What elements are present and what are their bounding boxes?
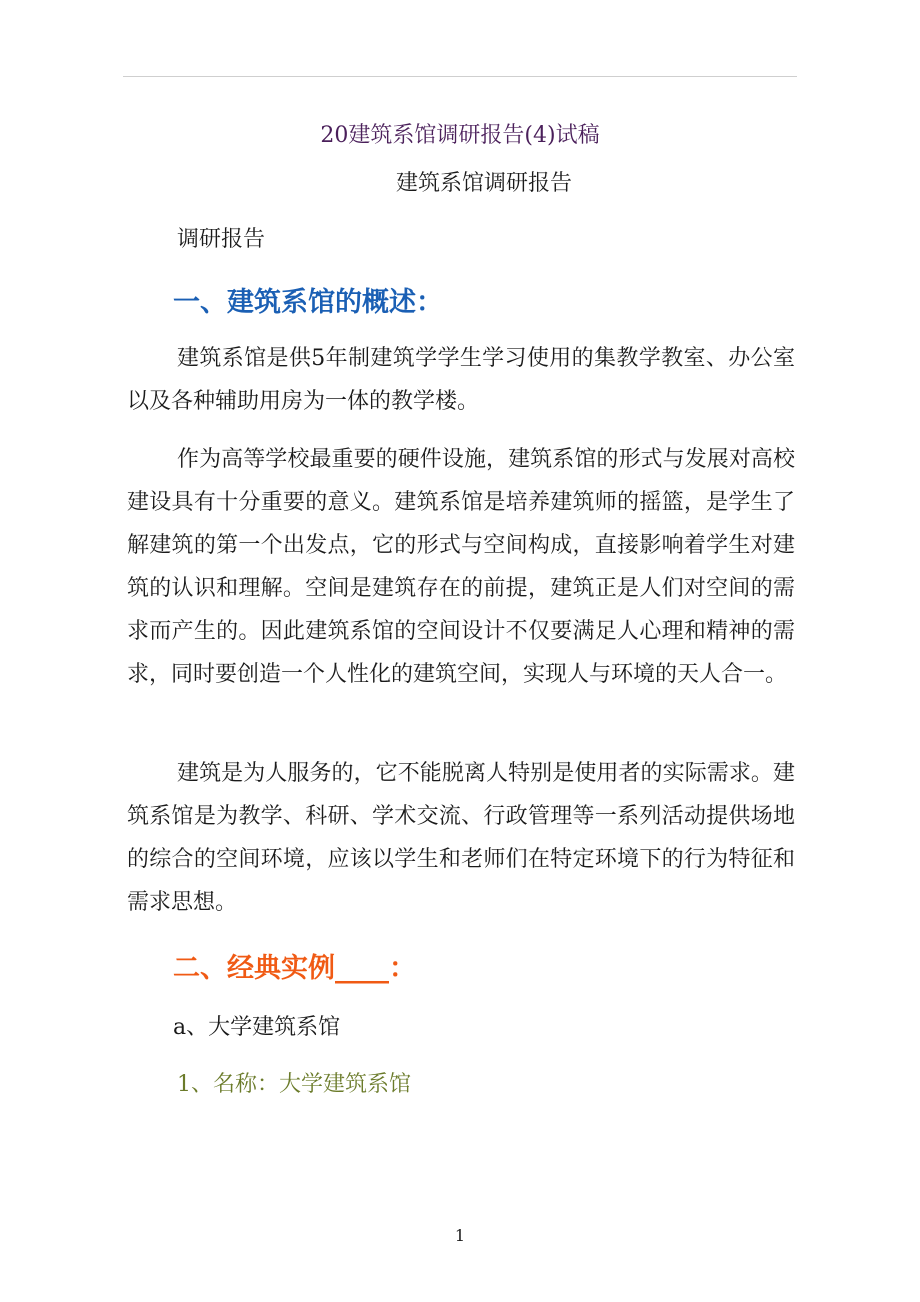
page-number: 1 [454, 1226, 466, 1245]
header-rule [123, 76, 797, 77]
paragraph-2: 作为高等学校最重要的硬件设施，建筑系馆的形式与发展对高校建设具有十分重要的意义。建筑系馆是培养建筑师的摇篮，是学生了解建筑的第一个出发点，它的形式与空间构成，直接影响着学生对建筑的认识和理解。空间是建筑存在的前提，建筑正是人们对空间的需求而产生的。因此建筑系馆的空间设计不仅要满足人心理和精神的需求，同时要创造一个人性化的建筑空间，实现人与环境的天人合一。 [127, 447, 795, 687]
paragraph-1: 建筑系馆是供5年制建筑学学生学习使用的集教学教室、办公室以及各种辅助用房为一体的教学楼。 [127, 346, 795, 414]
section-2-heading: 二、经典实例____： [173, 953, 416, 984]
section-1-heading: 一、建筑系馆的概述： [173, 287, 443, 318]
list-item-a: a、大学建筑系馆 [173, 1015, 341, 1040]
list-item-1: 1、名称：大学建筑系馆 [177, 1072, 411, 1097]
document-subtitle: 建筑系馆调研报告 [395, 171, 572, 196]
document-title: 20建筑系馆调研报告(4)试稿 [320, 123, 600, 148]
paragraph-3: 建筑是为人服务的，它不能脱离人特别是使用者的实际需求。建筑系馆是为教学、科研、学术交流、行政管理等一系列活动提供场地的综合的空间环境，应该以学生和老师们在特定环境下的行为特征和需求思想。 [127, 761, 795, 915]
report-label: 调研报告 [177, 227, 266, 252]
